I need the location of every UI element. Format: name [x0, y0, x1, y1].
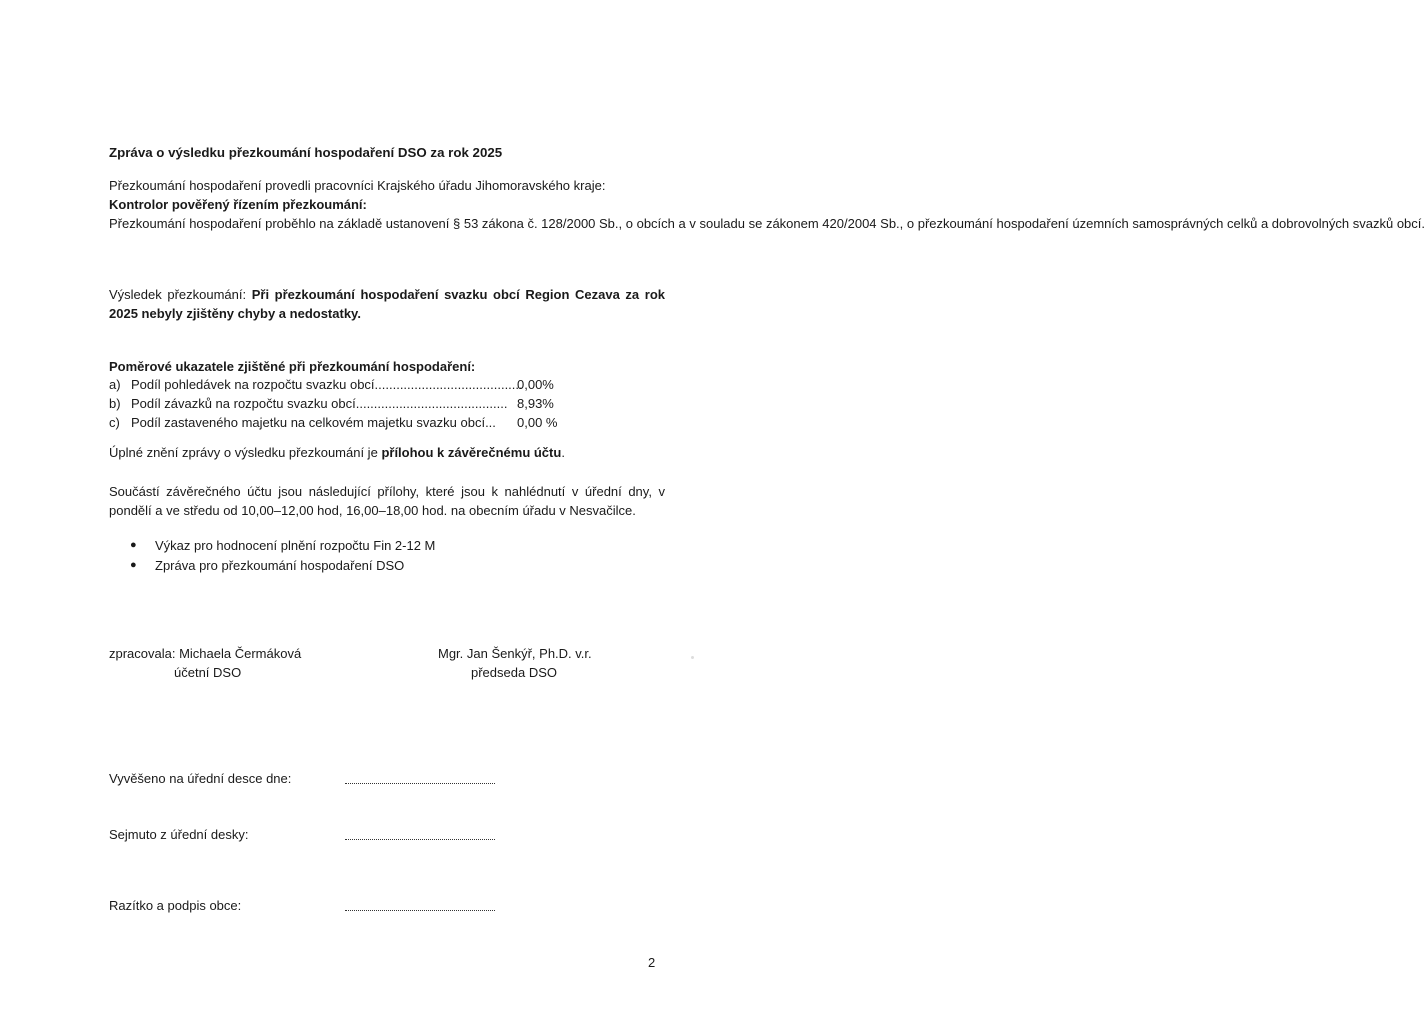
stamp-signature-line — [345, 909, 495, 911]
scan-speck — [691, 656, 694, 659]
page-number: 2 — [648, 955, 656, 970]
result-section — [109, 285, 665, 323]
indicator-row — [109, 413, 579, 432]
signature-left — [109, 644, 301, 682]
full-text-note — [109, 443, 565, 462]
list-item — [130, 556, 435, 576]
indicator-value: 8,93% — [517, 396, 554, 411]
removed-date-line — [345, 838, 495, 840]
indicator-text: Podíl závazků na rozpočtu svazku obcí.......................................... — [131, 396, 508, 411]
full-text-bold: přílohou k závěrečnému účtu — [381, 445, 562, 460]
posted-date-label: Vyvěšeno na úřední desce dne: — [109, 771, 292, 786]
posted-date-line — [345, 782, 495, 784]
attachment-item: Zpráva pro přezkoumání hospodaření DSO — [155, 558, 405, 573]
controller-heading: Kontrolor pověřený řízením přezkoumání: — [109, 197, 367, 212]
signature-left-name: zpracovala: Michaela Čermáková — [109, 646, 302, 661]
indicator-row — [109, 375, 579, 394]
signature-right-name: Mgr. Jan Šenkýř, Ph.D. v.r. — [438, 646, 592, 661]
indicator-value: 0,00 % — [517, 415, 558, 430]
full-text-prefix: Úplné znění zprávy o výsledku přezkoumání je — [109, 445, 378, 460]
full-text-suffix: . — [561, 445, 565, 460]
indicator-letter: b) — [109, 396, 121, 411]
list-item — [130, 536, 435, 556]
document-title: Zpráva o výsledku přezkoumání hospodaření DSO za rok 2025 — [109, 145, 503, 160]
intro-line: Přezkoumání hospodaření provedli pracovníci Krajského úřadu Jihomoravského kraje: — [109, 178, 606, 193]
signature-right — [438, 644, 592, 682]
stamp-signature-label: Razítko a podpis obce: — [109, 898, 242, 913]
indicators-heading: Poměrové ukazatele zjištěné při přezkoumání hospodaření: — [109, 359, 476, 374]
indicator-letter: c) — [109, 415, 120, 430]
bullet-icon: ● — [130, 559, 137, 571]
legal-basis-paragraph: Přezkoumání hospodaření proběhlo na základě ustanovení § 53 zákona č. 128/2000 Sb., o obcích a v souladu se zákonem 420/2004 Sb., o přezkoumání hospodaření územních samosprávných celků a dobrovolných svazků obcí. — [109, 216, 1425, 231]
result-text: Při přezkoumání hospodaření svazku obcí Region Cezava za rok 2025 nebyly zjištěny chyby a nedostatky. — [109, 287, 665, 321]
indicator-row — [109, 394, 579, 413]
attachments-section — [109, 482, 665, 520]
signature-left-role: účetní DSO — [174, 665, 242, 680]
indicator-text: Podíl pohledávek na rozpočtu svazku obcí......................................... — [131, 377, 523, 392]
attachments-paragraph: Součástí závěrečného účtu jsou následující přílohy, které jsou k nahlédnutí v úřední dny, v pondělí a ve středu od 10,00–12,00 hod, 16,00–18,00 hod. na obecním úřadu v Nesvačilce. — [109, 484, 665, 518]
bullet-icon: ● — [130, 539, 137, 551]
result-label: Výsledek přezkoumání: — [109, 287, 247, 302]
indicator-value: 0,00% — [517, 377, 554, 392]
indicator-letter: a) — [109, 377, 121, 392]
attachment-item: Výkaz pro hodnocení plnění rozpočtu Fin 2-12 M — [155, 538, 436, 553]
attachments-list — [130, 536, 435, 576]
indicators-list — [109, 375, 579, 432]
removed-date-label: Sejmuto z úřední desky: — [109, 827, 249, 842]
intro-section — [109, 176, 1425, 233]
indicator-text: Podíl zastaveného majetku na celkovém majetku svazku obcí... — [131, 415, 496, 430]
signature-right-role: předseda DSO — [471, 665, 557, 680]
